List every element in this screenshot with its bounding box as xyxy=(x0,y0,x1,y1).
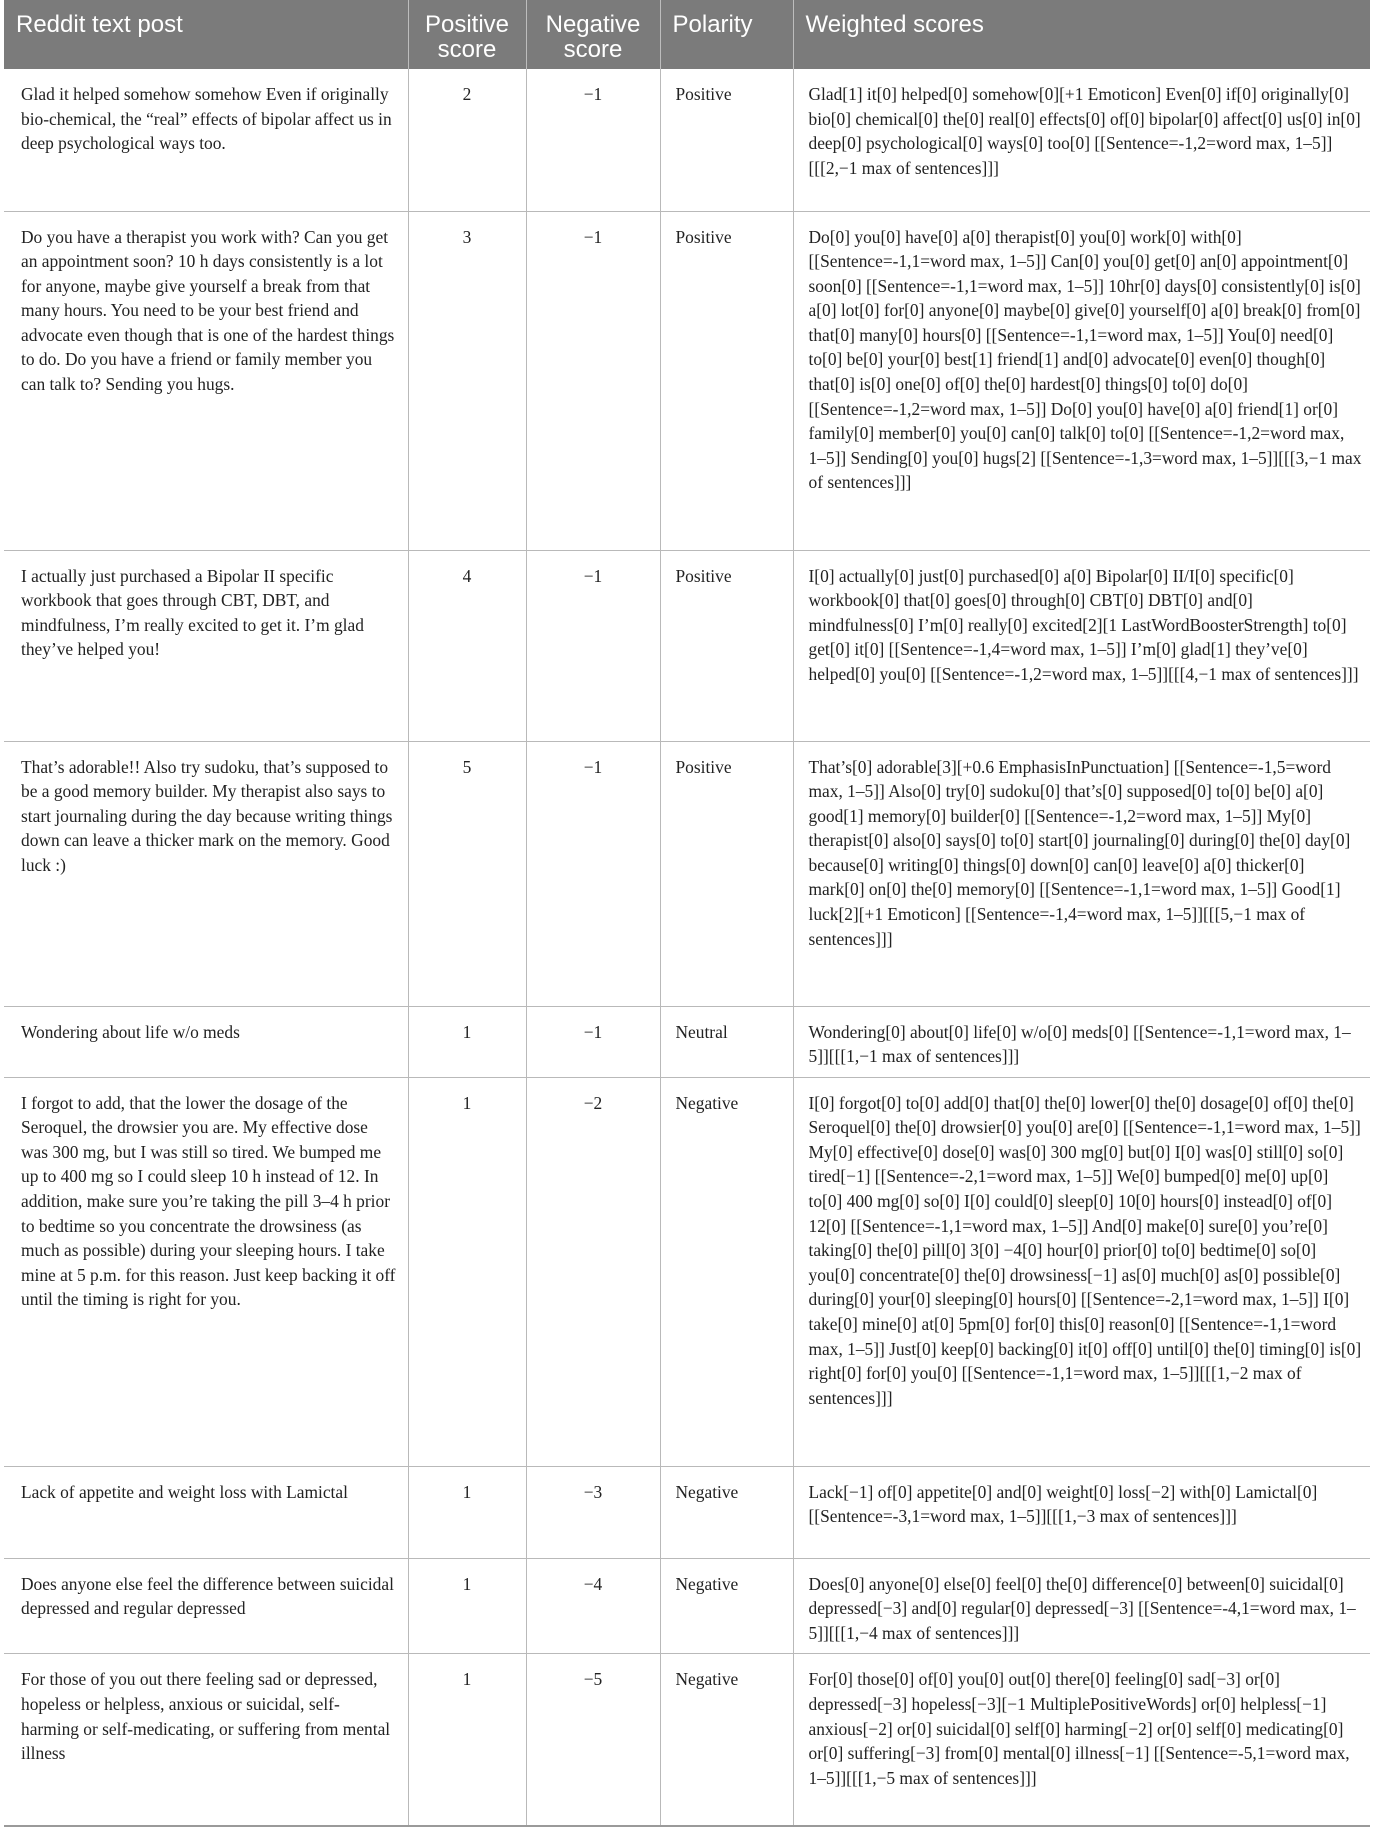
table-row xyxy=(4,1006,1370,1077)
cell-positive-score: 4 xyxy=(408,550,526,741)
cell-polarity: Negative xyxy=(660,1654,793,1826)
cell-weighted-scores: I[0] forgot[0] to[0] add[0] that[0] the[0] lower[0] the[0] dosage[0] of[0] the[0] Seroquel[0] the[0] drowsier[0] you[0] are[0] [[Sentence=-1,1=word max, 1–5]] My[0] effective[0] dose[0] was[0] 300 mg[0] but[0] I[0] was[0] still[0] so[0] tired[−1] [[Sentence=-2,1=word max, 1–5]] We[0] bumped[0] me[0] up[0] to[0] 400 mg[0] so[0] I[0] could[0] sleep[0] 10[0] hours[0] instead[0] of[0] 12[0] [[Sentence=-1,1=word max, 1–5]] And[0] make[0] sure[0] you’re[0] taking[0] the[0] pill[0] 3[0] −4[0] hour[0] prior[0] to[0] bedtime[0] so[0] you[0] concentrate[0] the[0] drowsiness[−1] as[0] much[0] as[0] possible[0] during[0] your[0] sleeping[0] hours[0] [[Sentence=-2,1=word max, 1–5]] I[0] take[0] mine[0] at[0] 5pm[0] for[0] this[0] reason[0] [[Sentence=-1,1=word max, 1–5]] Just[0] keep[0] backing[0] it[0] off[0] until[0] the[0] timing[0] is[0] right[0] for[0] you[0] [[Sentence=-1,1=word max, 1–5]][[[1,−2 max of sentences]]] xyxy=(793,1077,1370,1466)
cell-negative-score: −2 xyxy=(526,1077,660,1466)
table-row xyxy=(4,211,1370,550)
header-weighted-scores: Weighted scores xyxy=(793,0,1370,69)
cell-post: Do you have a therapist you work with? Can you get an appointment soon? 10 h days consistently is a lot for anyone, maybe give yourself a break from that many hours. You need to be your best friend and advocate even though that is one of the hardest things to do. Do you have a friend or family member you can talk to? Sending you hugs. xyxy=(4,211,408,550)
cell-negative-score: −1 xyxy=(526,1006,660,1077)
cell-positive-score: 1 xyxy=(408,1006,526,1077)
cell-polarity: Positive xyxy=(660,741,793,1006)
cell-negative-score: −3 xyxy=(526,1466,660,1558)
table-row xyxy=(4,1558,1370,1654)
cell-weighted-scores: For[0] those[0] of[0] you[0] out[0] there[0] feeling[0] sad[−3] or[0] depressed[−3] hopeless[−3][−1 MultiplePositiveWords] or[0] helpless[−1] anxious[−2] or[0] suicidal[0] self[0] harming[−2] or[0] self[0] medicating[0] or[0] suffering[−3] from[0] mental[0] illness[−1] [[Sentence=-5,1=word max, 1–5]][[[1,−5 max of sentences]]] xyxy=(793,1654,1370,1826)
cell-negative-score: −1 xyxy=(526,741,660,1006)
cell-positive-score: 2 xyxy=(408,69,526,211)
cell-post: For those of you out there feeling sad or depressed, hopeless or helpless, anxious or suicidal, self-harming or self-medicating, or suffering from mental illness xyxy=(4,1654,408,1826)
table-row xyxy=(4,1654,1370,1826)
cell-negative-score: −1 xyxy=(526,211,660,550)
table-row xyxy=(4,69,1370,211)
cell-negative-score: −5 xyxy=(526,1654,660,1826)
cell-weighted-scores: I[0] actually[0] just[0] purchased[0] a[0] Bipolar[0] II/I[0] specific[0] workbook[0] that[0] goes[0] through[0] CBT[0] DBT[0] and[0] mindfulness[0] I’m[0] really[0] excited[2][1 LastWordBoosterStrength] to[0] get[0] it[0] [[Sentence=-1,4=word max, 1–5]] I’m[0] glad[1] they’ve[0] helped[0] you[0] [[Sentence=-1,2=word max, 1–5]][[[4,−1 max of sentences]]] xyxy=(793,550,1370,741)
table-row xyxy=(4,550,1370,741)
cell-positive-score: 1 xyxy=(408,1466,526,1558)
header-polarity: Polarity xyxy=(660,0,793,69)
cell-weighted-scores: Do[0] you[0] have[0] a[0] therapist[0] you[0] work[0] with[0] [[Sentence=-1,1=word max, 1–5]] Can[0] you[0] get[0] an[0] appointment[0] soon[0] [[Sentence=-1,1=word max, 1–5]] 10hr[0] days[0] consistently[0] is[0] a[0] lot[0] for[0] anyone[0] maybe[0] give[0] yourself[0] a[0] break[0] from[0] that[0] many[0] hours[0] [[Sentence=-1,1=word max, 1–5]] You[0] need[0] to[0] be[0] your[0] best[1] friend[1] and[0] advocate[0] even[0] though[0] that[0] is[0] one[0] of[0] the[0] hardest[0] things[0] to[0] do[0] [[Sentence=-1,2=word max, 1–5]] Do[0] you[0] have[0] a[0] friend[1] or[0] family[0] member[0] you[0] can[0] talk[0] to[0] [[Sentence=-1,2=word max, 1–5]] Sending[0] you[0] hugs[2] [[Sentence=-1,3=word max, 1–5]][[[3,−1 max of sentences]]] xyxy=(793,211,1370,550)
header-reddit-text-post: Reddit text post xyxy=(4,0,408,69)
cell-post: Lack of appetite and weight loss with Lamictal xyxy=(4,1466,408,1558)
table-header xyxy=(4,0,1370,69)
cell-polarity: Neutral xyxy=(660,1006,793,1077)
cell-positive-score: 1 xyxy=(408,1558,526,1654)
cell-weighted-scores: That’s[0] adorable[3][+0.6 EmphasisInPunctuation] [[Sentence=-1,5=word max, 1–5]] Also[0] try[0] sudoku[0] that’s[0] supposed[0] to[0] be[0] a[0] good[1] memory[0] builder[0] [[Sentence=-1,2=word max, 1–5]] My[0] therapist[0] also[0] says[0] to[0] start[0] journaling[0] during[0] the[0] day[0] because[0] writing[0] things[0] down[0] can[0] leave[0] a[0] thicker[0] mark[0] on[0] the[0] memory[0] [[Sentence=-1,1=word max, 1–5]] Good[1] luck[2][+1 Emoticon] [[Sentence=-1,4=word max, 1–5]][[[5,−1 max of sentences]]] xyxy=(793,741,1370,1006)
cell-post: I forgot to add, that the lower the dosage of the Seroquel, the drowsier you are. My effective dose was 300 mg, but I was still so tired. We bumped me up to 400 mg so I could sleep 10 h instead of 12. In addition, make sure you’re taking the pill 3–4 h prior to bedtime so you concentrate the drowsiness (as much as possible) during your sleeping hours. I take mine at 5 p.m. for this reason. Just keep backing it off until the timing is right for you. xyxy=(4,1077,408,1466)
cell-polarity: Positive xyxy=(660,211,793,550)
table-body xyxy=(4,69,1370,1826)
cell-weighted-scores: Does[0] anyone[0] else[0] feel[0] the[0] difference[0] between[0] suicidal[0] depressed[−3] and[0] regular[0] depressed[−3] [[Sentence=-4,1=word max, 1–5]][[[1,−4 max of sentences]]] xyxy=(793,1558,1370,1654)
cell-negative-score: −1 xyxy=(526,550,660,741)
cell-polarity: Negative xyxy=(660,1558,793,1654)
cell-post: That’s adorable!! Also try sudoku, that’s supposed to be a good memory builder. My therapist also says to start journaling during the day because writing things down can leave a thicker mark on the memory. Good luck :) xyxy=(4,741,408,1006)
cell-negative-score: −1 xyxy=(526,69,660,211)
cell-post: Does anyone else feel the difference between suicidal depressed and regular depressed xyxy=(4,1558,408,1654)
cell-polarity: Negative xyxy=(660,1077,793,1466)
cell-positive-score: 3 xyxy=(408,211,526,550)
table-row xyxy=(4,741,1370,1006)
cell-polarity: Positive xyxy=(660,550,793,741)
cell-positive-score: 1 xyxy=(408,1077,526,1466)
cell-polarity: Negative xyxy=(660,1466,793,1558)
cell-polarity: Positive xyxy=(660,69,793,211)
header-negative-score: Negative score xyxy=(526,0,660,69)
header-positive-score: Positive score xyxy=(408,0,526,69)
table-row xyxy=(4,1466,1370,1558)
sentiment-table xyxy=(4,0,1370,1827)
table-row xyxy=(4,1077,1370,1466)
cell-post: Wondering about life w/o meds xyxy=(4,1006,408,1077)
cell-negative-score: −4 xyxy=(526,1558,660,1654)
cell-post: I actually just purchased a Bipolar II specific workbook that goes through CBT, DBT, and mindfulness, I’m really excited to get it. I’m glad they’ve helped you! xyxy=(4,550,408,741)
cell-weighted-scores: Glad[1] it[0] helped[0] somehow[0][+1 Emoticon] Even[0] if[0] originally[0] bio[0] chemical[0] the[0] real[0] effects[0] of[0] bipolar[0] affect[0] us[0] in[0] deep[0] psychological[0] ways[0] too[0] [[Sentence=-1,2=word max, 1–5]][[[2,−1 max of sentences]]] xyxy=(793,69,1370,211)
cell-positive-score: 5 xyxy=(408,741,526,1006)
cell-post: Glad it helped somehow somehow Even if originally bio-chemical, the “real” effects of bipolar affect us in deep psychological ways too. xyxy=(4,69,408,211)
cell-weighted-scores: Wondering[0] about[0] life[0] w/o[0] meds[0] [[Sentence=-1,1=word max, 1–5]][[[1,−1 max of sentences]]] xyxy=(793,1006,1370,1077)
cell-positive-score: 1 xyxy=(408,1654,526,1826)
cell-weighted-scores: Lack[−1] of[0] appetite[0] and[0] weight[0] loss[−2] with[0] Lamictal[0] [[Sentence=-3,1=word max, 1–5]][[[1,−3 max of sentences]]] xyxy=(793,1466,1370,1558)
